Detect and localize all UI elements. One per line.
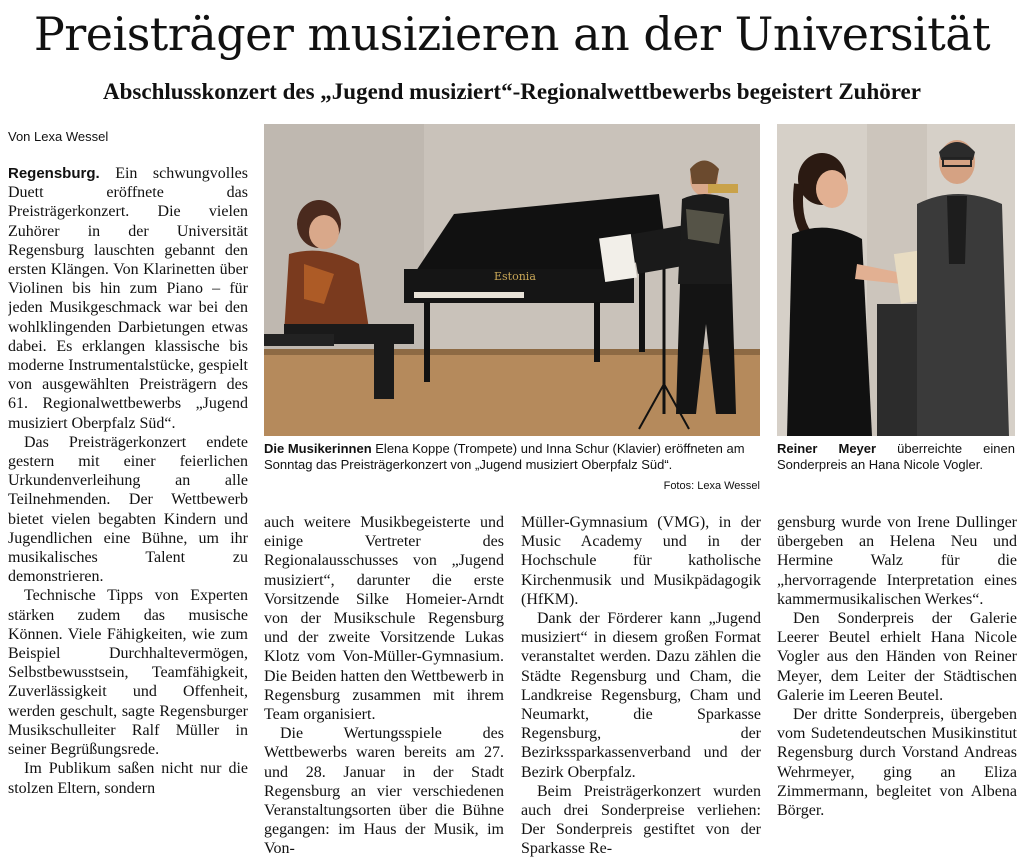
paragraph: Beim Preisträgerkonzert wurden auch drei Sonderpreise verliehen: Der Sonderpreis gestiftet von der Sparkasse Re- (521, 782, 761, 858)
article-column-4 (777, 513, 1017, 868)
headline: Preisträger musizieren an der Universität (33, 7, 991, 61)
paragraph: Müller-Gymnasium (VMG), in der Music Academy und in der Hochschule für katholische Kirchenmusik und Musikpädagogik (HfKM). (521, 514, 761, 608)
photo-award-illustration (777, 124, 1015, 436)
photo-caption-1 (264, 441, 760, 473)
caption-lead: Die Musikerinnen (264, 441, 372, 456)
paragraph: Dank der Förderer kann „Jugend musiziert“ in diesem großen Format veranstaltet werden. Dazu zählen die Städte Regensburg und Cham, die Landkreise Regensburg, Cham und Neumarkt, die Sparkasse Regensburg, der Bezirkssparkassenverband und der Bezirk Oberpfalz. (521, 610, 761, 781)
paragraph: gensburg wurde von Irene Dullinger übergeben an Helena Neu und Hermine Walz für die „hervorragende Interpretation eines kammermusikalischen Werkes“. (777, 514, 1017, 608)
paragraph: Den Sonderpreis der Galerie Leerer Beutel erhielt Hana Nicole Vogler aus den Händen von Reiner Meyer, dem Leiter der Städtischen Galerie im Leeren Beutel. (777, 610, 1017, 704)
paragraph: Im Publikum saßen nicht nur die stolzen Eltern, sondern (8, 760, 248, 797)
paragraph: Das Preisträgerkonzert endete gestern mit einer feierlichen Urkundenverleihung an alle Teilnehmenden. Der Wettbewerb bietet vielen begabten Kindern und Jugendlichen eine Bühne, um ihr musikalisches Talent zu demonstrieren. (8, 433, 248, 586)
article-column-1 (8, 164, 248, 868)
article-column-2 (264, 513, 504, 868)
dateline: Regensburg. (8, 165, 100, 182)
paragraph: auch weitere Musikbegeisterte und einige Vertreter des Regionalausschusses von „Jugend musiziert“, darunter die erste Vorsitzende Silke Homeier-Arndt von der Musikschule Regensburg und der zweite Vorsitzende Lukas Klotz vom Von-Müller-Gymnasium. Die Beiden hatten den Wettbewerb in Regensburg zusammen mit ihrem Team organisiert. (264, 514, 504, 724)
paragraph (8, 164, 248, 433)
article-column-3 (521, 513, 761, 868)
photo-musicians-illustration (264, 124, 760, 436)
paragraph: Technische Tipps von Experten stärken zudem das musische Können. Viele Fähigkeiten, wie zum Beispiel Durchhaltevermögen, Selbstbewusstsein, Teamfähigkeit, Zuverlässigkeit und Offenheit, werden geschult, sagte Regensburger Musikschulleiter Ralf Müller in seiner Begrüßungsrede. (8, 587, 248, 759)
paragraph: Der dritte Sonderpreis, übergeben vom Sudetendeutschen Musikinstitut Regensburg durch Vorstand Andreas Wehrmeyer, ging an Eliza Zimmermann, begleitet von Albena Börger. (777, 706, 1017, 820)
subheadline: Abschlusskonzert des „Jugend musiziert“-Regionalwettbewerbs begeistert Zuhörer (103, 79, 921, 104)
byline: Von Lexa Wessel (8, 129, 109, 144)
caption-text: überreichte einen Sonderpreis an Hana Nicole Vogler. (777, 441, 1015, 472)
caption-lead: Reiner Meyer (777, 441, 877, 456)
paragraph: Die Wertungsspiele des Wettbewerbs waren bereits am 27. und 28. Januar in der Stadt Regensburg an vier verschiedenen Veranstaltungsorten über die Bühne gegangen: im Haus der Musik, im Von- (264, 725, 504, 858)
caption-text: Elena Koppe (Trompete) und Inna Schur (Klavier) eröffneten am Sonntag das Preisträgerkonzert von „Jugend musiziert Oberpfalz Süd“. (264, 441, 745, 472)
svg-text:Estonia: Estonia (494, 270, 536, 283)
photo-musicians (264, 124, 760, 436)
paragraph-text: Ein schwungvolles Duett eröffnete das Preisträgerkonzert. Die vielen Zuhörer in der Universität Regensburg lauschten gebannt den ersten Klängen. Von Klarinetten über Violinen bis hin zum Piano – für jeden Musikgeschmack war bei den wohlklingenden Darbietungen etwas dabei. Es erklangen klassische bis moderne Instrumentalstücke, gespielt von ausgewählten Preisträgern des 61. Regionalwettbewerbs „Jugend musiziert Oberpfalz Süd“. (8, 165, 248, 432)
photo-credit: Fotos: Lexa Wessel (663, 480, 760, 492)
photo-caption-2 (777, 441, 1015, 473)
photo-award (777, 124, 1015, 436)
